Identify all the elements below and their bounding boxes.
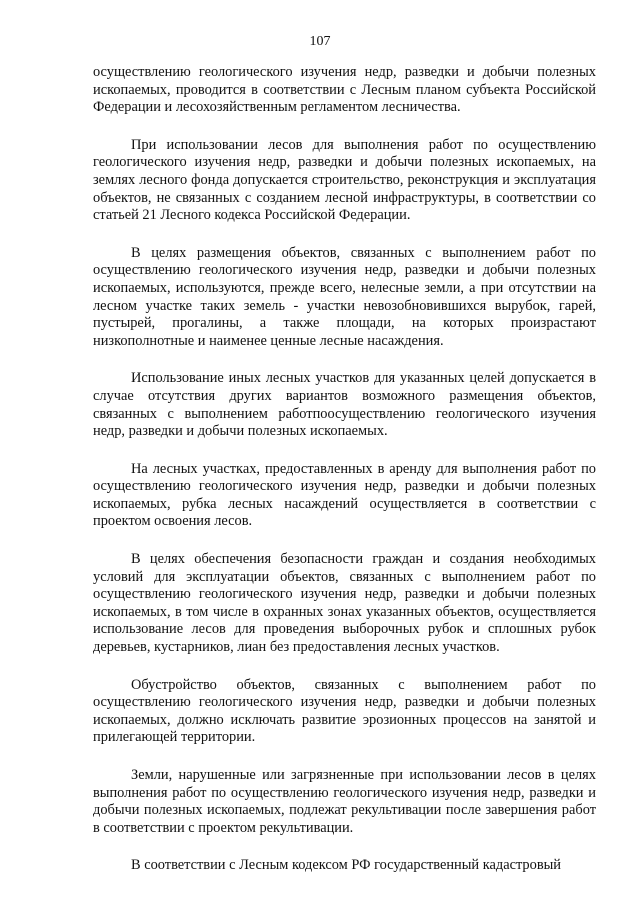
paragraph: При использовании лесов для выполнения работ по осуществлению геологического изучения недр, разведки и добычи полезных ископаемых, на землях лесного фонда допускается строительство, реконструкция и эксплуатация объектов, не связанных с созданием лесной инфраструктуры, в соответствии со статьей 21 Лесного кодекса Российской Федерации.	[93, 136, 596, 224]
body-text	[93, 64, 596, 875]
paragraph: осуществлению геологического изучения недр, разведки и добычи полезных ископаемых, проводится в соответствии с Лесным планом субъекта Российской Федерации и лесохозяйственным регламентом лесничества.	[93, 64, 596, 116]
paragraph: В целях размещения объектов, связанных с выполнением работ по осуществлению геологического изучения недр, разведки и добычи полезных ископаемых, используются, прежде всего, нелесные земли, а при отсутствии на лесном участке таких земель - участки невозобновившихся вырубок, гарей, пустырей, прогалины, а также площади, на которых произрастают низкополнотные и наименее ценные лесные насаждения.	[93, 244, 596, 349]
paragraph: Земли, нарушенные или загрязненные при использовании лесов в целях выполнения работ по осуществлению геологического изучения недр, разведки и добычи полезных ископаемых, подлежат рекультивации после завершения работ в соответствии с проектом рекультивации.	[93, 767, 596, 836]
paragraph: На лесных участках, предоставленных в аренду для выполнения работ по осуществлению геологического изучения недр, разведки и добычи полезных ископаемых, рубка лесных насаждений осуществляется в соответствии с проектом освоения лесов.	[93, 460, 596, 530]
page-number: 107	[309, 34, 331, 49]
paragraph: В соответствии с Лесным кодексом РФ государственный кадастровый	[131, 857, 561, 874]
paragraph: Использование иных лесных участков для указанных целей допускается в случае отсутствия других вариантов возможного размещения объектов, связанных с выполнением работпоосуществлению геологического изучения недр, разведки и добычи полезных ископаемых.	[93, 370, 596, 440]
paragraph: В целях обеспечения безопасности граждан и создания необходимых условий для эксплуатации объектов, связанных с выполнением работ по осуществлению геологического изучения недр, разведки и добычи полезных ископаемых, в том числе в охранных зонах указанных объектов, осуществляется использование лесов для проведения выборочных рубок и сплошных рубок деревьев, кустарников, лиан без предоставления лесных участков.	[93, 551, 596, 656]
paragraph: Обустройство объектов, связанных с выполнением работ по осуществлению геологического изучения недр, разведки и добычи полезных ископаемых, должно исключать развитие эрозионных процессов на занятой и прилегающей территории.	[93, 676, 596, 746]
